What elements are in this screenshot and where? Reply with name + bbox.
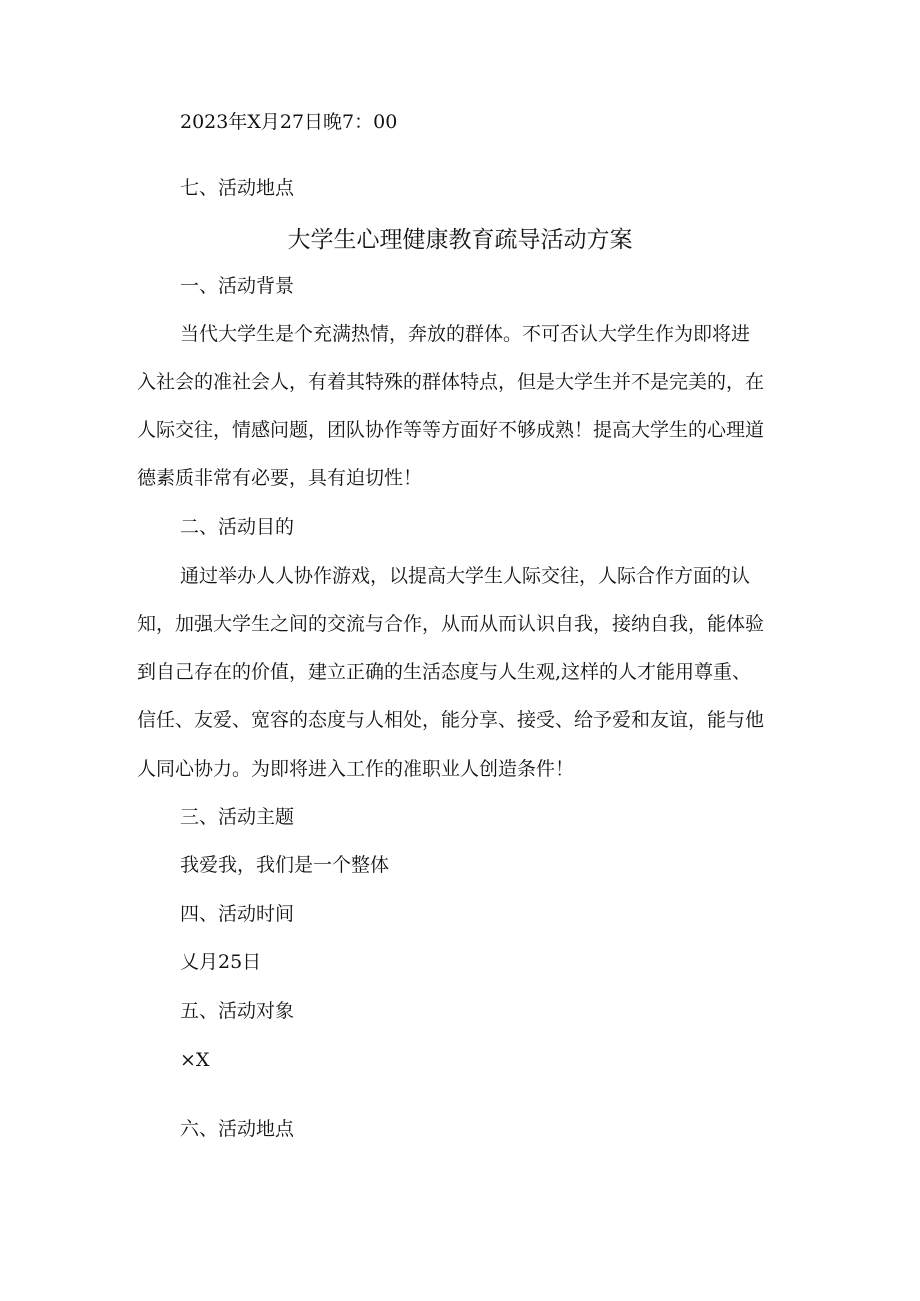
time-text: 乂月25日 <box>180 951 262 973</box>
prev-datetime-text: 2023年X月27日晚7：00 <box>180 111 398 133</box>
section-heading-audience: 五、活动对象 <box>180 1000 295 1022</box>
background-paragraph-line: 人际交往，情感问题，团队协作等等方面好不够成熟！提高大学生的心理道 <box>137 419 765 441</box>
section-heading-theme: 三、活动主题 <box>180 806 295 828</box>
background-paragraph-line: 德素质非常有必要，具有迫切性！ <box>137 467 423 489</box>
section-heading-time: 四、活动时间 <box>180 903 295 925</box>
theme-text: 我爱我，我们是一个整体 <box>180 854 390 876</box>
section-heading-background: 一、活动背景 <box>180 275 295 297</box>
document-title: 大学生心理健康教育疏导活动方案 <box>287 227 633 253</box>
section-heading-location: 六、活动地点 <box>180 1118 295 1140</box>
prev-section-heading: 七、活动地点 <box>180 177 295 199</box>
background-paragraph-line: 当代大学生是个充满热情，奔放的群体。不可否认大学生作为即将进 <box>180 323 751 345</box>
purpose-paragraph-line: 人同心协力。为即将进入工作的准职业人创造条件！ <box>137 758 575 780</box>
purpose-paragraph-line: 知，加强大学生之间的交流与合作，从而从而认识自我，接纳自我，能体验 <box>137 613 765 635</box>
background-paragraph-line: 入社会的准社会人，有着其特殊的群体特点，但是大学生并不是完美的，在 <box>137 371 765 393</box>
purpose-paragraph-line: 信任、友爱、宽容的态度与人相处，能分享、接受、给予爱和友谊，能与他 <box>137 709 765 731</box>
purpose-paragraph-line: 到自己存在的价值，建立正确的生活态度与人生观,这样的人才能用尊重、 <box>137 661 752 683</box>
audience-text: ×X <box>180 1049 210 1071</box>
section-heading-purpose: 二、活动目的 <box>180 516 295 538</box>
purpose-paragraph-line: 通过举办人人协作游戏，以提高大学生人际交往，人际合作方面的认 <box>180 565 751 587</box>
